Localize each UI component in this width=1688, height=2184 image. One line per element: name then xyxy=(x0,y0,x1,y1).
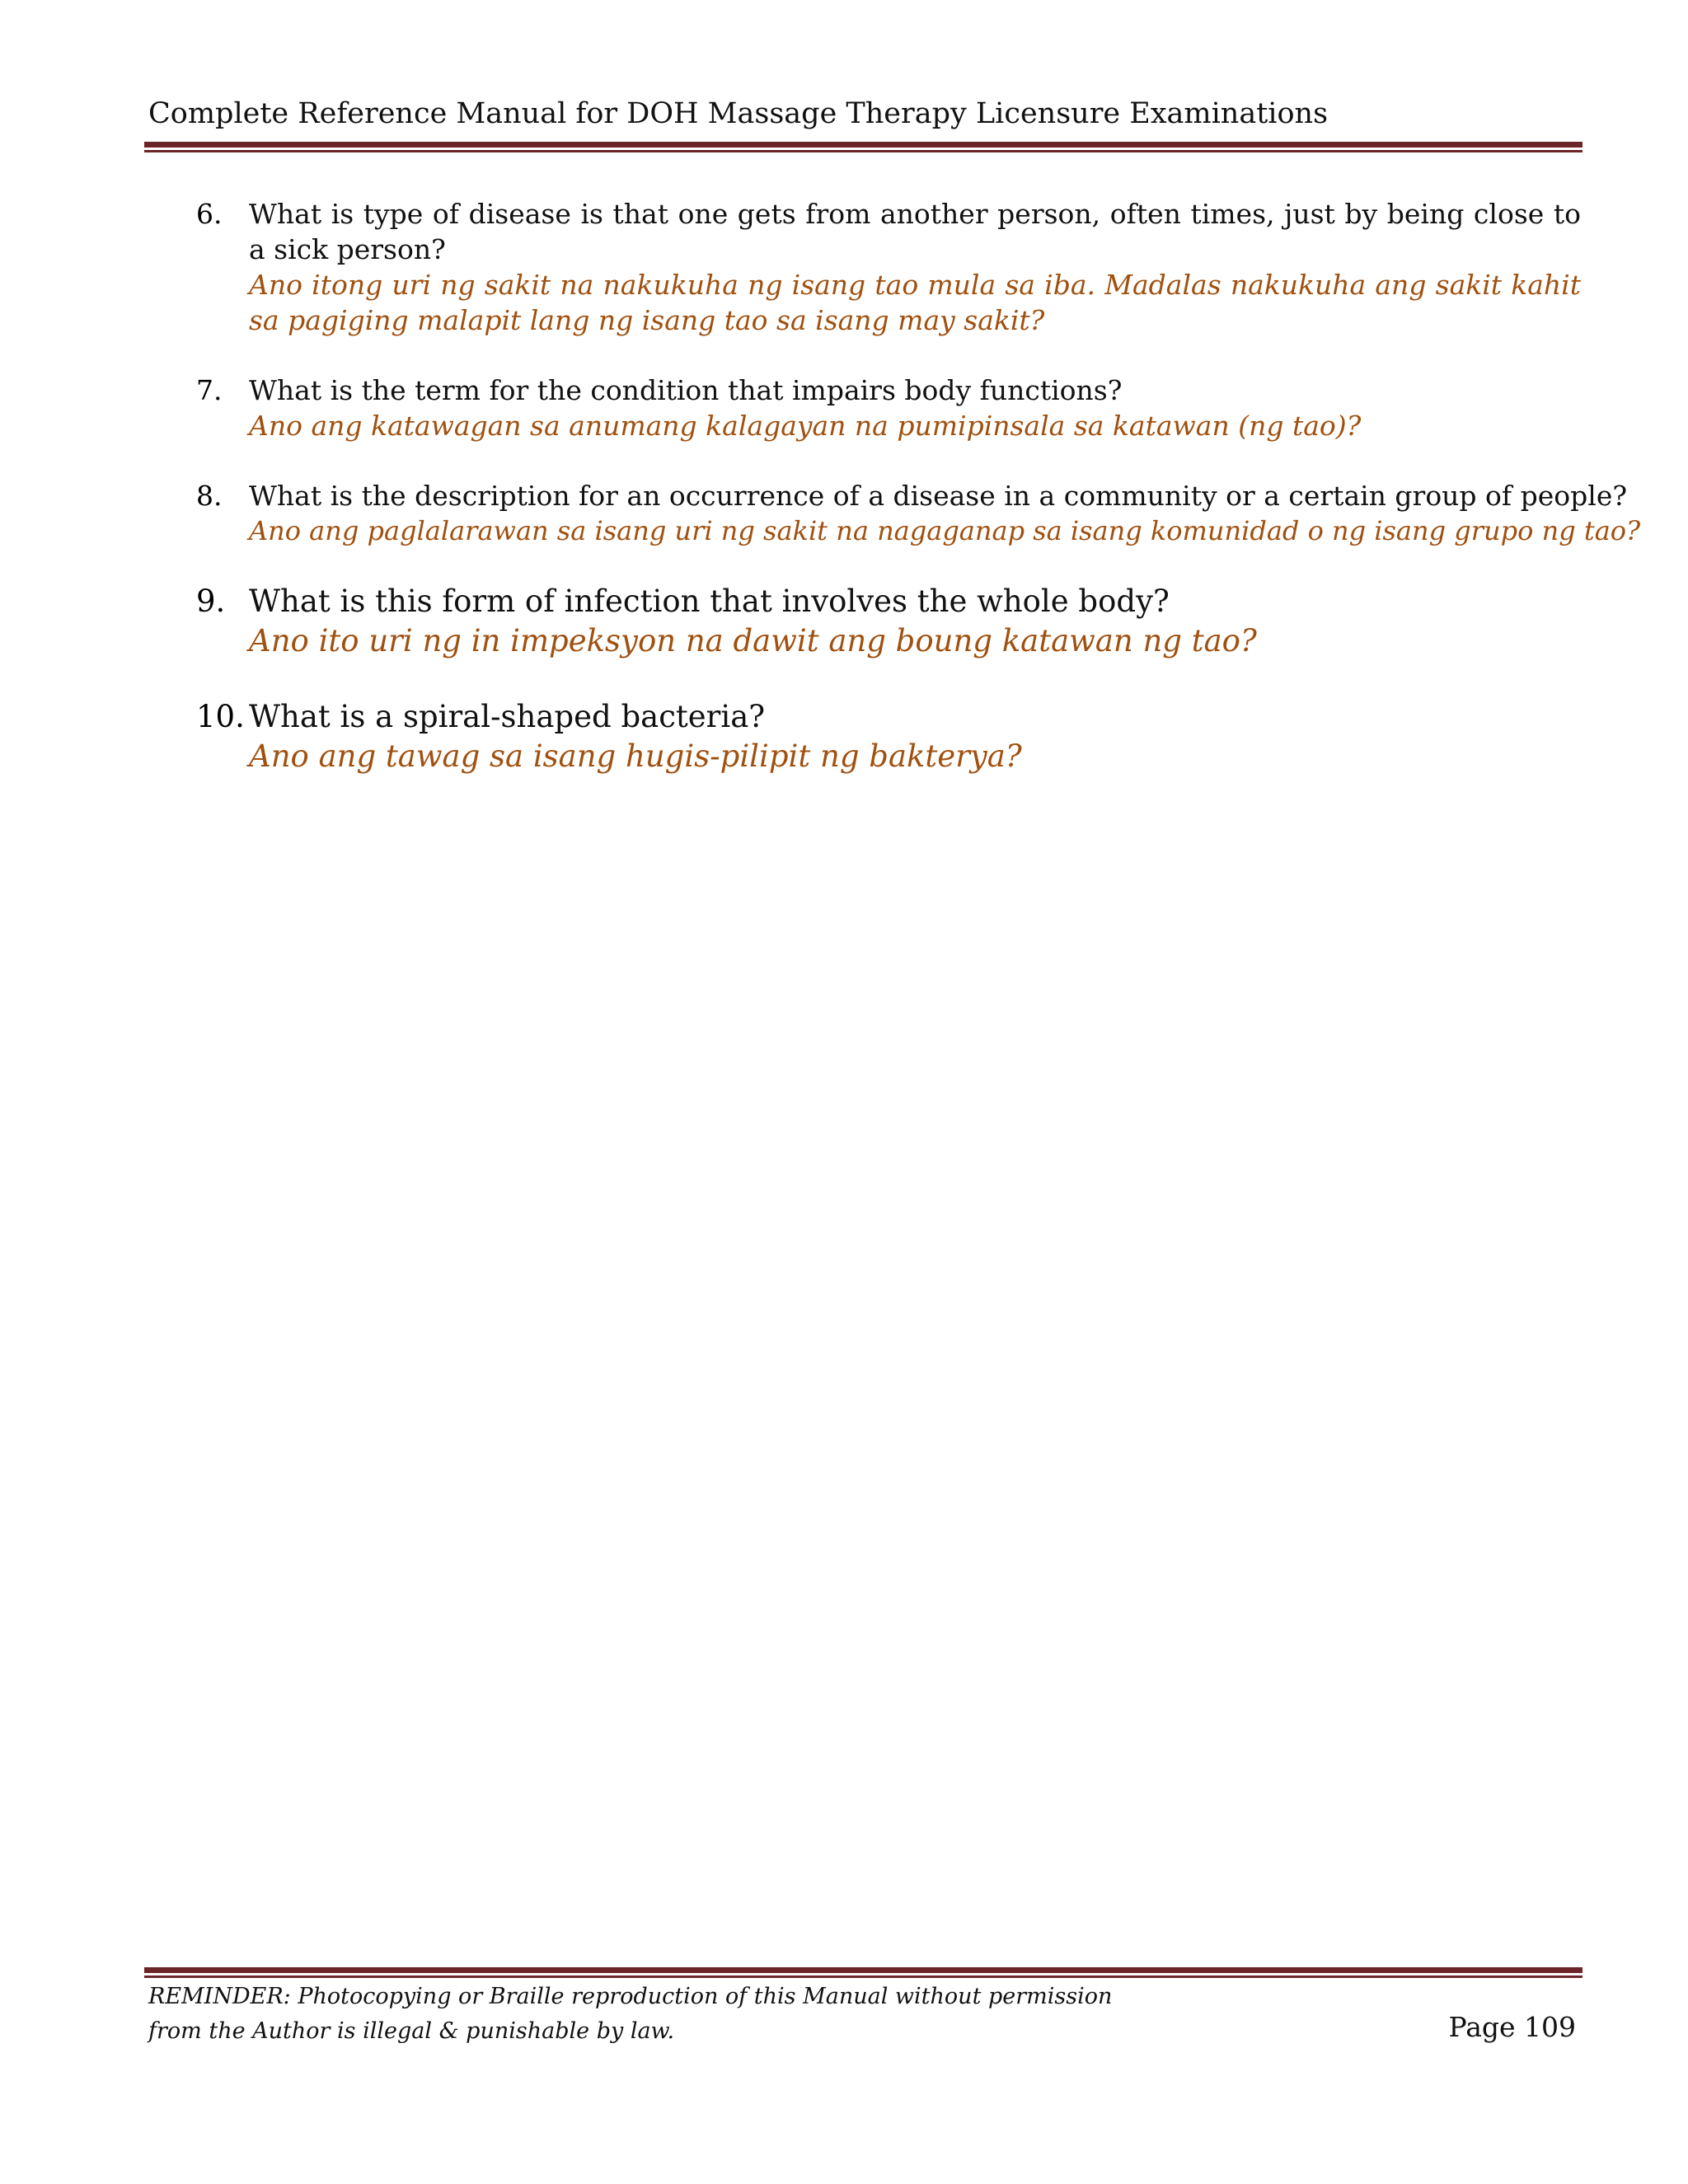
question-number: 7. xyxy=(196,374,223,406)
page-header xyxy=(148,97,1582,130)
question-english: What is a spiral-shaped bacteria? xyxy=(249,699,766,734)
question-item-10 xyxy=(196,697,1581,776)
header-title: Complete Reference Manual for DOH Massage Therapy Licensure Examinations xyxy=(148,97,1329,130)
question-list xyxy=(196,196,1641,776)
question-item-6 xyxy=(196,196,1581,338)
question-tagalog: Ano itong uri ng sakit na nakukuha ng isang tao mula sa iba. Madalas nakukuha ang sakit kahit sa pagiging malapit lang ng isang tao sa isang may sakit? xyxy=(249,269,1581,336)
question-tagalog: Ano ito uri ng in impeksyon na dawit ang boung katawan ng tao? xyxy=(249,623,1257,658)
question-item-9 xyxy=(196,582,1581,661)
footer-rule xyxy=(144,1967,1582,1978)
question-english: What is type of disease is that one gets from another person, often times, just by being close to a sick person? xyxy=(249,198,1581,265)
question-tagalog: Ano ang tawag sa isang hugis-pilipit ng bakterya? xyxy=(249,738,1022,774)
question-number: 6. xyxy=(196,198,223,230)
footer-rule-thin xyxy=(144,1975,1582,1978)
question-english: What is the description for an occurrence of a disease in a community or a certain group of people? xyxy=(249,480,1628,512)
question-item-8 xyxy=(196,478,1641,549)
footer-reminder-line1: REMINDER: Photocopying or Braille reproduction of this Manual without permission xyxy=(148,1984,1113,2009)
page-number: Page 109 xyxy=(1448,2011,1576,2043)
question-english: What is this form of infection that involves the whole body? xyxy=(249,583,1170,619)
footer-reminder xyxy=(148,1980,1112,2049)
question-english: What is the term for the condition that impairs body functions? xyxy=(249,374,1123,406)
question-tagalog: Ano ang paglalarawan sa isang uri ng sakit na nagaganap sa isang komunidad o ng isang grupo ng tao? xyxy=(249,515,1641,546)
question-number: 8. xyxy=(196,480,223,512)
footer-reminder-line2: from the Author is illegal & punishable by law. xyxy=(148,2018,675,2044)
question-item-7 xyxy=(196,373,1581,443)
header-rule xyxy=(144,142,1582,152)
question-tagalog: Ano ang katawagan sa anumang kalagayan na pumipinsala sa katawan (ng tao)? xyxy=(249,410,1362,442)
footer-rule-thick xyxy=(144,1967,1582,1973)
header-rule-thick xyxy=(144,142,1582,148)
header-rule-thin xyxy=(144,150,1582,152)
question-number: 10. xyxy=(196,699,245,734)
question-number: 9. xyxy=(196,583,226,619)
